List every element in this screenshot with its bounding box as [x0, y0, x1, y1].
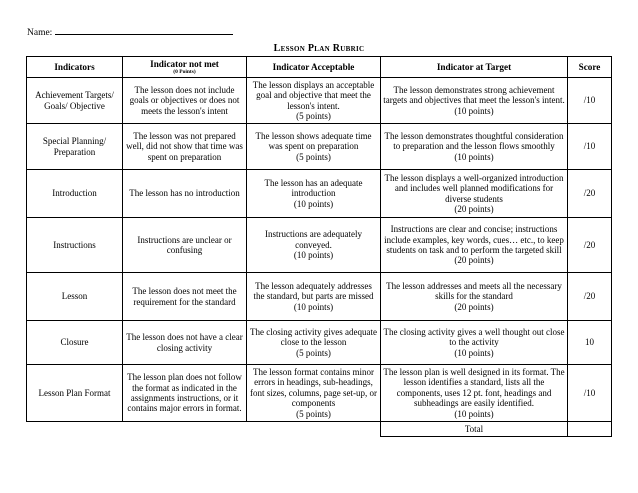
acceptable-cell [247, 78, 381, 124]
not-met-cell [123, 218, 247, 273]
not-met-text: The lesson does not meet the requirement for the standard [132, 286, 237, 307]
acceptable-cell [247, 124, 381, 170]
total-label: Total [381, 422, 568, 437]
total-score-cell [568, 422, 612, 437]
score-cell [568, 365, 612, 422]
indicator-text: Special Planning/ Preparation [42, 136, 107, 157]
not-met-text: Instructions are unclear or confusing [137, 234, 232, 255]
indicator-text: Closure [60, 337, 89, 348]
acceptable-points: (5 points) [296, 151, 331, 162]
target-points: (20 points) [454, 203, 494, 214]
name-field [27, 28, 233, 38]
target-cell [381, 218, 568, 273]
indicator-cell [27, 78, 123, 124]
header-not-met-label: Indicator not met [150, 58, 219, 69]
indicator-cell [27, 124, 123, 170]
acceptable-text: The lesson format contains minor errors in headings, sub-headings, font sizes, columns, page set-up, or components [250, 366, 377, 409]
not-met-cell [123, 365, 247, 422]
target-text: Instructions are clear and concise; instructions include examples, key words, cues… etc., to keep students on task and to perform the targeted skill [384, 224, 564, 255]
page-title: Lesson Plan Rubric [273, 43, 365, 54]
indicator-cell [27, 218, 123, 273]
target-cell [381, 170, 568, 218]
target-points: (20 points) [454, 255, 494, 266]
target-points: (10 points) [454, 347, 494, 358]
acceptable-points: (5 points) [296, 110, 331, 121]
rubric-table [26, 56, 612, 437]
not-met-cell [123, 273, 247, 321]
acceptable-text: The lesson shows adequate time was spent on preparation [255, 130, 372, 152]
acceptable-points: (10 points) [293, 301, 334, 312]
target-text: The lesson plan is well designed in its format. The lesson identifies a standard, lists all the components, uses 12 pt. font, headings and subheadings are easily identified. [383, 366, 565, 409]
indicator-cell [27, 321, 123, 365]
score-text: 10 [585, 337, 594, 348]
target-text: The lesson displays a well-organized introduction and includes well planned modifications for diverse students [384, 172, 564, 204]
acceptable-text: Instructions are adequately conveyed. [265, 229, 362, 250]
target-text: The lesson demonstrates thoughtful consideration to preparation and the lesson flows smoothly [384, 130, 564, 152]
acceptable-cell [247, 218, 381, 273]
rubric-row [27, 78, 612, 124]
target-cell [381, 78, 568, 124]
target-cell [381, 365, 568, 422]
target-points: (20 points) [454, 301, 494, 312]
rubric-row [27, 218, 612, 273]
acceptable-points: (10 points) [293, 198, 334, 209]
acceptable-text: The lesson has an adequate introduction [264, 177, 363, 199]
acceptable-text: The lesson adequately addresses the standard, but parts are missed [253, 280, 374, 302]
indicator-cell [27, 170, 123, 218]
header-indicators: Indicators [27, 57, 123, 78]
target-points: (10 points) [454, 408, 494, 419]
acceptable-cell [247, 365, 381, 422]
target-cell [381, 124, 568, 170]
name-blank-line [55, 34, 233, 35]
score-cell [568, 78, 612, 124]
indicator-text: Introduction [52, 188, 97, 199]
not-met-text: The lesson has no introduction [129, 188, 240, 199]
acceptable-points: (10 points) [293, 250, 334, 261]
not-met-cell [123, 321, 247, 365]
rubric-row [27, 273, 612, 321]
target-text: The closing activity gives a well thought out close to the activity [383, 326, 565, 348]
header-target: Indicator at Target [381, 57, 568, 78]
indicator-text: Lesson Plan Format [38, 387, 111, 398]
acceptable-text: The lesson displays an acceptable goal and objective that meet the lesson's intent. [252, 79, 375, 111]
not-met-cell [123, 170, 247, 218]
score-cell [568, 321, 612, 365]
header-row [27, 57, 612, 78]
header-not-met-points: (0 Points) [173, 68, 196, 75]
header-not-met [123, 57, 247, 78]
indicator-text: Achievement Targets/ Goals/ Objective [35, 90, 114, 111]
score-cell [568, 218, 612, 273]
acceptable-cell [247, 170, 381, 218]
target-text: The lesson addresses and meets all the necessary skills for the standard [386, 280, 562, 302]
acceptable-points: (5 points) [296, 347, 331, 358]
rubric-row [27, 170, 612, 218]
rubric-body [27, 78, 612, 437]
indicator-cell [27, 365, 123, 422]
score-text: /10 [583, 95, 596, 106]
target-points: (10 points) [454, 105, 494, 116]
score-text: /20 [583, 239, 596, 250]
target-cell [381, 273, 568, 321]
target-text: The lesson demonstrates strong achievement targets and objectives that meet the lesson's intent. [383, 84, 565, 106]
acceptable-points: (5 points) [296, 408, 331, 419]
not-met-text: The lesson does not include goals or objectives or does not meets the lesson's intent [129, 84, 240, 116]
acceptable-cell [247, 321, 381, 365]
target-cell [381, 321, 568, 365]
score-text: /10 [583, 387, 596, 398]
score-cell [568, 170, 612, 218]
total-row [27, 422, 612, 437]
score-text: /10 [583, 141, 596, 152]
rubric-row [27, 321, 612, 365]
header-score: Score [568, 57, 612, 78]
acceptable-text: The closing activity gives adequate close to the lesson [250, 326, 377, 348]
score-text: /20 [583, 291, 596, 302]
not-met-text: The lesson was not prepared well, did not show that time was spent on preparation [126, 130, 243, 162]
score-cell [568, 124, 612, 170]
target-points: (10 points) [454, 151, 494, 162]
not-met-cell [123, 78, 247, 124]
not-met-cell [123, 124, 247, 170]
indicator-text: Instructions [53, 239, 96, 250]
rubric-row [27, 365, 612, 422]
not-met-text: The lesson does not have a clear closing activity [126, 332, 243, 353]
not-met-text: The lesson plan does not follow the format as indicated in the assignments instructions, or it contains major errors in format. [127, 372, 242, 414]
acceptable-cell [247, 273, 381, 321]
indicator-cell [27, 273, 123, 321]
score-cell [568, 273, 612, 321]
name-label: Name: [27, 28, 53, 38]
rubric-row [27, 124, 612, 170]
score-text: /20 [583, 188, 596, 199]
header-acceptable: Indicator Acceptable [247, 57, 381, 78]
indicator-text: Lesson [61, 291, 88, 302]
